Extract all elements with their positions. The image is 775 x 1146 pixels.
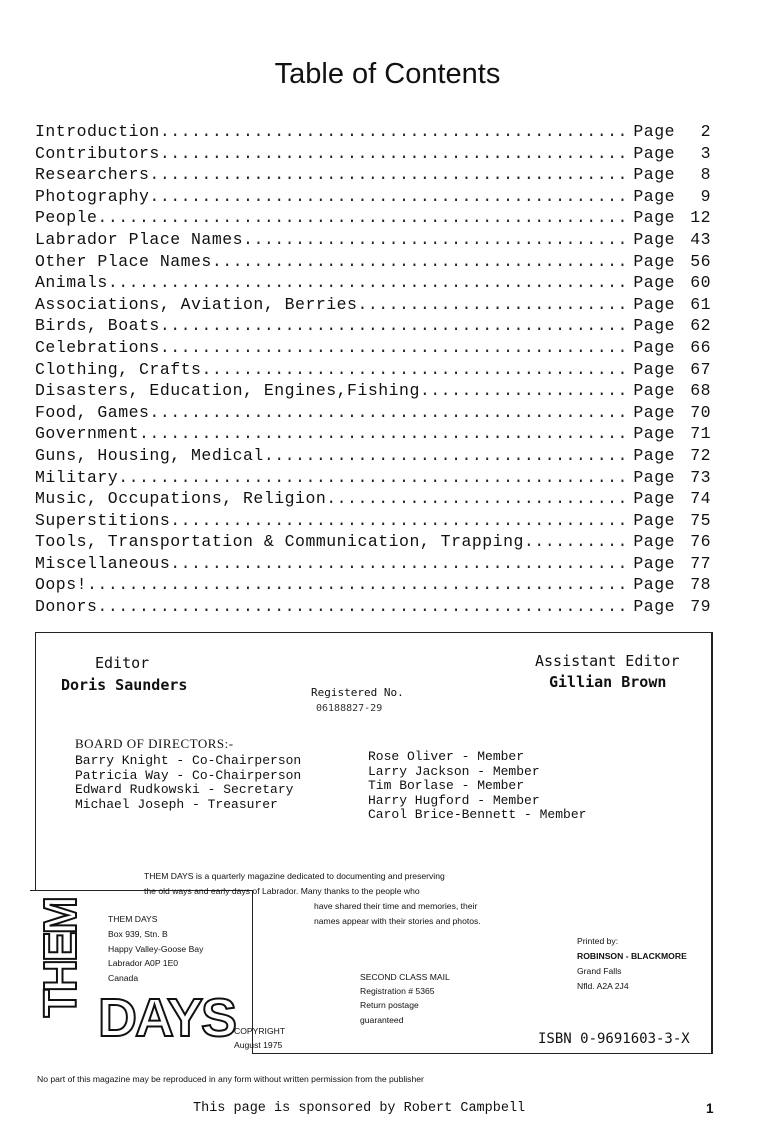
toc-row	[35, 553, 711, 575]
toc-page-number: 61	[690, 294, 711, 314]
board-member: Harry Hugford - Member	[368, 792, 540, 808]
toc-row	[35, 510, 711, 532]
toc-label: Researchers	[35, 165, 150, 185]
toc-page-number: 43	[690, 229, 711, 249]
toc-page-word: Page	[633, 337, 675, 357]
toc-page-number: 8	[700, 165, 711, 185]
toc-page-number: 67	[690, 359, 711, 379]
mail-line: Registration # 5365	[360, 986, 435, 997]
toc-page-word: Page	[633, 467, 675, 487]
toc-page-word: Page	[633, 381, 675, 401]
toc-page-number: 9	[700, 186, 711, 206]
address-line: Box 939, Stn. B	[108, 928, 168, 939]
toc-leader-dots	[118, 467, 631, 489]
toc-page-number: 75	[690, 510, 711, 530]
address-line: THEM DAYS	[108, 914, 158, 924]
assistant-editor-name: Gillian Brown	[549, 673, 667, 691]
toc-label: Music, Occupations, Religion	[35, 489, 327, 509]
toc-leader-dots	[326, 488, 631, 510]
board-right-column	[368, 750, 586, 823]
toc-label: Donors	[35, 597, 98, 617]
description-line: the old ways and early days of Labrador. Many thanks to the people who	[144, 886, 420, 896]
toc-label: Military	[35, 467, 119, 487]
toc-page-number: 76	[690, 532, 711, 552]
toc-label: Associations, Aviation, Berries	[35, 294, 358, 314]
toc-label: Other Place Names	[35, 251, 212, 271]
board-member: Rose Oliver - Member	[368, 749, 525, 764]
copyright-line: August 1975	[234, 1040, 283, 1050]
toc-page-word: Page	[633, 122, 675, 141]
toc-page-number: 73	[690, 467, 711, 487]
toc-page-number: 79	[690, 597, 711, 617]
toc-label: Birds, Boats	[35, 316, 160, 336]
toc-row	[35, 488, 711, 510]
toc-row	[35, 574, 711, 596]
toc-page-word: Page	[633, 489, 675, 509]
toc-leader-dots	[524, 531, 632, 553]
toc-leader-dots	[160, 121, 632, 143]
toc-leader-dots	[160, 143, 632, 165]
toc-leader-dots	[160, 315, 632, 337]
toc-label: Superstitions	[35, 510, 171, 530]
board-member: Carol Brice-Bennett - Member	[368, 807, 587, 822]
description-line: names appear with their stories and photos.	[314, 916, 481, 926]
toc-page-word: Page	[633, 273, 675, 293]
toc-page-number: 71	[690, 424, 711, 444]
toc-label: Food, Games	[35, 402, 150, 422]
toc-label: Celebrations	[35, 337, 160, 357]
toc-label: Tools, Transportation & Communication, Trapping	[35, 532, 524, 552]
toc-page-number: 72	[690, 445, 711, 465]
page-number: 1	[706, 1101, 714, 1116]
toc-leader-dots	[97, 207, 631, 229]
printer-line: Grand Falls	[577, 966, 622, 976]
toc-row	[35, 251, 711, 273]
toc-leader-dots	[357, 294, 631, 316]
toc-page-word: Page	[633, 553, 675, 573]
toc-leader-dots	[108, 272, 632, 294]
mail-info	[360, 970, 450, 1027]
address-line: Happy Valley-Goose Bay	[108, 943, 204, 954]
board-member: Michael Joseph - Treasurer	[75, 796, 278, 812]
logo-days-text: DAYS	[98, 988, 236, 1048]
printer-line: Nfld. A2A 2J4	[577, 981, 629, 991]
sponsor-line: This page is sponsored by Robert Campbell	[193, 1101, 526, 1116]
printer-line: Printed by:	[577, 936, 619, 946]
toc-page-word: Page	[633, 208, 675, 228]
toc-label: Guns, Housing, Medical	[35, 445, 264, 465]
toc-leader-dots	[87, 574, 631, 596]
board-member: Larry Jackson - Member	[368, 763, 540, 779]
board-member: Patricia Way - Co-Chairperson	[75, 767, 302, 783]
toc-label: Animals	[35, 273, 108, 293]
board-title: BOARD OF DIRECTORS:-	[75, 736, 234, 751]
toc-page-word: Page	[633, 251, 675, 271]
toc-page-number: 77	[690, 553, 711, 573]
copyright-line: COPYRIGHT	[234, 1026, 286, 1036]
toc-leader-dots	[139, 423, 631, 445]
description-line: have shared their time and memories, their	[314, 901, 478, 911]
toc-row	[35, 272, 711, 294]
toc-row	[35, 315, 711, 337]
page-title: Table of Contents	[274, 58, 501, 90]
toc-page-word: Page	[633, 597, 675, 617]
toc-label: Clothing, Crafts	[35, 359, 202, 379]
toc-page-word: Page	[633, 575, 675, 595]
toc-row	[35, 467, 711, 489]
toc-page-number: 12	[690, 208, 711, 228]
toc-label: Contributors	[35, 143, 160, 163]
isbn: ISBN 0-9691603-3-X	[538, 1031, 690, 1047]
board-member: Barry Knight - Co-Chairperson	[75, 753, 302, 768]
toc-page-word: Page	[633, 445, 675, 465]
editor-name: Doris Saunders	[61, 676, 188, 694]
address-line: Labrador A0P 1E0	[108, 958, 179, 969]
toc-label: Labrador Place Names	[35, 229, 244, 249]
mail-line: guaranteed	[360, 1014, 404, 1025]
toc-page-number: 74	[690, 489, 711, 509]
toc-leader-dots	[243, 229, 631, 251]
board-member: Edward Rudkowski - Secretary	[75, 782, 294, 797]
board-member: Tim Borlase - Member	[368, 778, 525, 793]
toc-row	[35, 596, 711, 618]
toc-row	[35, 186, 711, 208]
printer-line: ROBINSON - BLACKMORE	[577, 951, 687, 961]
toc-row	[35, 229, 711, 251]
mail-line: SECOND CLASS MAIL	[360, 972, 450, 982]
toc-leader-dots	[160, 337, 632, 359]
toc-leader-dots	[264, 445, 632, 467]
toc-row	[35, 402, 711, 424]
toc-row	[35, 423, 711, 445]
toc-label: People	[35, 208, 98, 228]
toc-leader-dots	[170, 553, 631, 575]
description-paragraph	[144, 869, 589, 929]
toc-page-word: Page	[633, 143, 675, 163]
table-of-contents	[35, 121, 711, 618]
reproduction-notice: No part of this magazine may be reproduced in any form without written permission from the publisher	[37, 1074, 424, 1084]
toc-row	[35, 531, 711, 553]
toc-page-number: 68	[690, 381, 711, 401]
toc-label: Government	[35, 424, 140, 444]
copyright	[234, 1024, 285, 1052]
registered-number: 06188827-29	[316, 703, 383, 714]
toc-row	[35, 121, 711, 143]
toc-page-word: Page	[633, 165, 675, 185]
assistant-editor-label: Assistant Editor	[535, 652, 680, 670]
toc-page-word: Page	[633, 359, 675, 379]
toc-row	[35, 359, 711, 381]
toc-row	[35, 207, 711, 229]
toc-page-word: Page	[633, 532, 675, 552]
address-line: Canada	[108, 973, 139, 984]
toc-row	[35, 294, 711, 316]
editor-label: Editor	[95, 654, 150, 672]
toc-leader-dots	[97, 596, 631, 618]
toc-leader-dots	[170, 510, 631, 532]
toc-row	[35, 143, 711, 165]
toc-page-number: 70	[690, 402, 711, 422]
board-left-column	[75, 754, 301, 812]
toc-row	[35, 380, 711, 402]
toc-page-number: 66	[690, 337, 711, 357]
toc-label: Photography	[35, 186, 150, 206]
toc-label: Oops!	[35, 575, 88, 595]
toc-page-number: 62	[690, 316, 711, 336]
toc-label: Disasters, Education, Engines,Fishing	[35, 381, 420, 401]
toc-leader-dots	[149, 164, 631, 186]
toc-page-number: 2	[700, 122, 711, 141]
mailing-address	[108, 912, 203, 986]
toc-row	[35, 445, 711, 467]
printer-info	[577, 934, 687, 994]
toc-page-number: 3	[700, 143, 711, 163]
toc-row	[35, 337, 711, 359]
toc-page-word: Page	[633, 186, 675, 206]
description-line: THEM DAYS is a quarterly magazine dedicated to documenting and preserving	[144, 871, 445, 881]
toc-label: Miscellaneous	[35, 553, 171, 573]
registered-label: Registered No.	[311, 686, 404, 699]
toc-row	[35, 164, 711, 186]
toc-label: Introduction	[35, 122, 160, 141]
toc-page-word: Page	[633, 229, 675, 249]
toc-page-word: Page	[633, 424, 675, 444]
toc-leader-dots	[420, 380, 632, 402]
toc-page-number: 78	[690, 575, 711, 595]
toc-page-number: 56	[690, 251, 711, 271]
toc-page-word: Page	[633, 316, 675, 336]
toc-page-word: Page	[633, 510, 675, 530]
toc-page-word: Page	[633, 294, 675, 314]
toc-leader-dots	[201, 359, 631, 381]
toc-leader-dots	[212, 251, 632, 273]
toc-page-word: Page	[633, 402, 675, 422]
logo-them-text: THEM	[34, 899, 86, 1018]
toc-leader-dots	[149, 186, 631, 208]
toc-leader-dots	[149, 402, 631, 424]
mail-line: Return postage	[360, 1000, 419, 1011]
toc-page-number: 60	[690, 273, 711, 293]
